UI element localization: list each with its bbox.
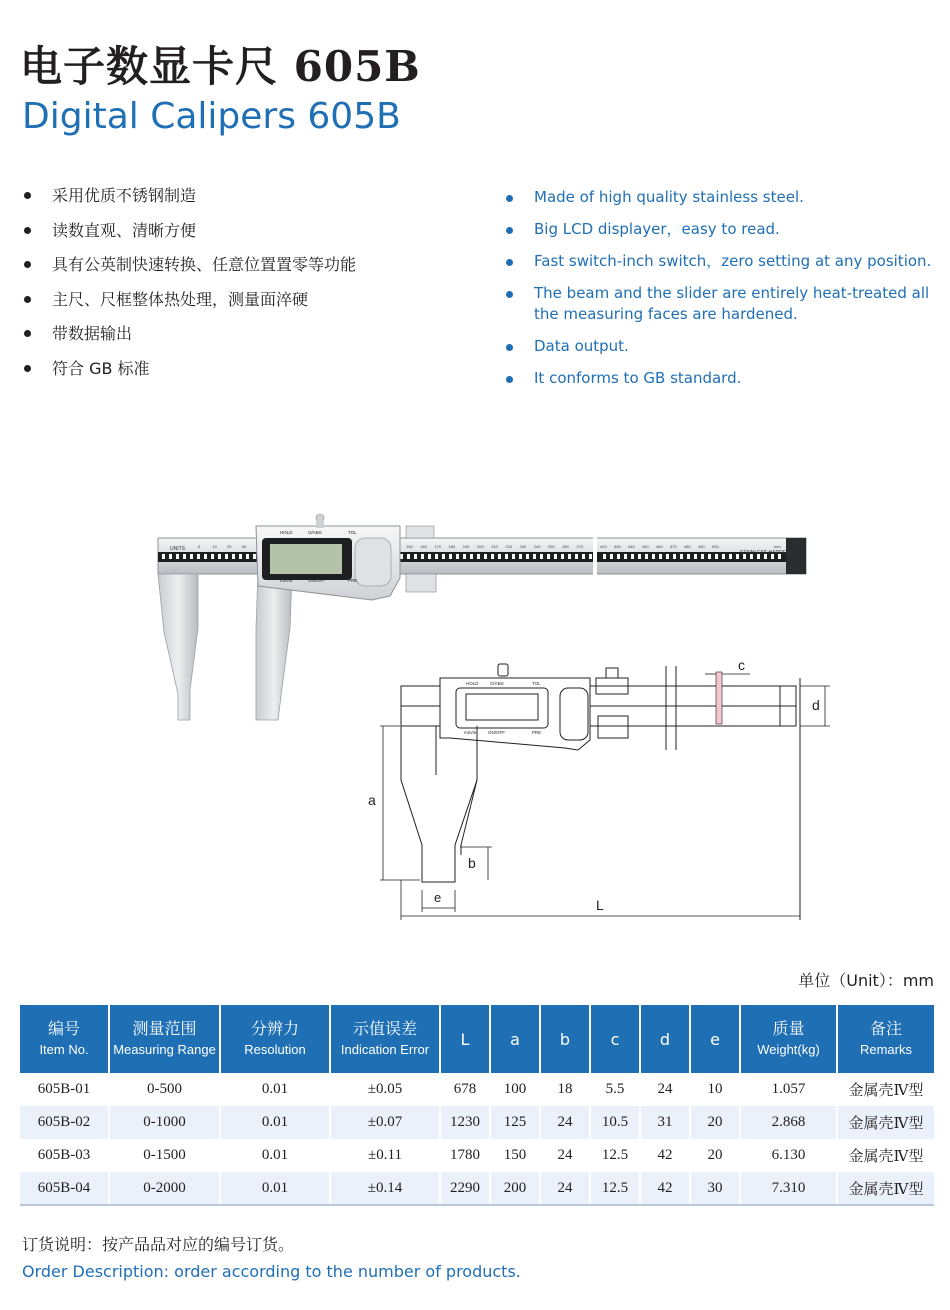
drawing-btn-mm-in: mm/in — [464, 730, 477, 735]
scale-label: 230 — [519, 544, 527, 549]
col-header-weight: 质量 Weight(kg) — [740, 1005, 837, 1073]
feature-text: Fast switch-inch switch，zero setting at any position. — [534, 252, 932, 270]
sliding-jaw — [256, 574, 292, 720]
feature-item — [506, 336, 946, 357]
scale-tick — [708, 554, 711, 559]
scale-tick — [169, 554, 172, 559]
dimension-drawing — [360, 650, 840, 925]
scale-tick — [407, 554, 410, 559]
table-cell: 605B-02 — [20, 1106, 109, 1139]
scale-tick — [610, 554, 613, 559]
scale-tick — [176, 554, 179, 559]
feature-text: Data output. — [534, 337, 629, 355]
scale-label: 0 — [198, 544, 201, 549]
scale-label: 490 — [698, 544, 705, 549]
table-cell: 5.5 — [590, 1073, 640, 1106]
scale-tick — [428, 554, 431, 559]
features-en-list — [506, 187, 946, 400]
scale-tick — [568, 554, 571, 559]
table-cell: 金属壳Ⅳ型 — [837, 1106, 934, 1139]
scale-label: 220 — [505, 544, 513, 549]
table-cell: 42 — [640, 1139, 690, 1172]
scale-tick — [183, 554, 186, 559]
scale-label: 210 — [491, 544, 498, 549]
feature-text: Big LCD displayer，easy to read. — [534, 220, 780, 238]
table-cell: 150 — [490, 1139, 540, 1172]
scale-label: 470 — [670, 544, 677, 549]
scale-tick — [687, 554, 690, 559]
table-cell: 30 — [690, 1172, 740, 1205]
btn-pre-label: PRE — [348, 578, 358, 583]
spec-table — [20, 1005, 934, 1206]
col-header-a: a — [490, 1005, 540, 1073]
feature-item — [506, 251, 946, 272]
scale-tick — [491, 554, 494, 559]
scale-label: 420 — [600, 544, 607, 549]
scale-tick — [582, 554, 585, 559]
table-cell: 0.01 — [220, 1106, 330, 1139]
bullet-icon — [24, 192, 31, 199]
table-cell: 20 — [690, 1139, 740, 1172]
table-cell: ±0.14 — [330, 1172, 440, 1205]
table-cell: 42 — [640, 1172, 690, 1205]
page-subtitle: Digital Calipers 605B — [22, 96, 401, 137]
feature-item — [24, 324, 356, 359]
drawing-slider-body — [440, 678, 590, 750]
col-header-remarks: 备注 Remarks — [837, 1005, 934, 1073]
brand-label: STAINLESS HARDENED — [740, 550, 797, 556]
scale-tick — [722, 554, 725, 559]
table-row — [20, 1106, 934, 1139]
scale-tick — [197, 554, 200, 559]
drawing-fixed-jaw — [401, 726, 477, 882]
bullet-icon — [24, 227, 31, 234]
table-cell: ±0.05 — [330, 1073, 440, 1106]
scale-tick — [533, 554, 536, 559]
table-cell: 24 — [540, 1139, 590, 1172]
table-cell: 678 — [440, 1073, 490, 1106]
table-cell: 10 — [690, 1073, 740, 1106]
dim-b-label: b — [468, 855, 476, 871]
table-cell: 605B-01 — [37, 1081, 91, 1097]
btn-mm-in-label: mm/in — [280, 578, 293, 583]
col-header-measuring-range: 测量范围 Measuring Range — [109, 1005, 220, 1073]
bullet-icon — [506, 376, 513, 383]
drawing-btn-oabs: O/ABS — [490, 681, 504, 686]
scale-label: 150 — [406, 544, 413, 549]
bullet-icon — [506, 227, 513, 234]
feature-item — [24, 186, 356, 221]
feature-text: 符合 GB 标准 — [52, 358, 150, 378]
scale-tick — [218, 554, 221, 559]
feature-item — [506, 283, 946, 325]
scale-label: 260 — [562, 544, 569, 549]
table-cell: 金属壳Ⅳ型 — [837, 1139, 934, 1172]
col-header-e: e — [690, 1005, 740, 1073]
table-cell: 605B-03 — [37, 1147, 91, 1163]
table-cell: 200 — [490, 1172, 540, 1205]
scale-tick — [624, 554, 627, 559]
scale-tick — [456, 554, 459, 559]
scale-tick — [554, 554, 557, 559]
feature-text: It conforms to GB standard. — [534, 369, 742, 387]
feature-text: 主尺、尺框整体热处理，测量面淬硬 — [52, 289, 309, 309]
table-cell: 2.868 — [740, 1106, 837, 1139]
scale-tick — [638, 554, 641, 559]
table-cell: 1230 — [440, 1106, 490, 1139]
scale-label: 190 — [462, 544, 470, 549]
feature-item — [24, 359, 356, 394]
drawing-btn-tol: TOL — [532, 681, 541, 686]
table-cell: 0-2000 — [109, 1172, 220, 1205]
table-cell: 0-1500 — [109, 1139, 220, 1172]
scale-tick — [442, 554, 445, 559]
scale-tick — [631, 554, 634, 559]
feature-item — [506, 368, 946, 389]
bullet-icon — [506, 259, 513, 266]
table-cell: 24 — [640, 1073, 690, 1106]
dim-e-label: e — [434, 890, 442, 905]
table-cell: 100 — [490, 1073, 540, 1106]
lcd-screen — [270, 544, 342, 574]
table-cell: 0.01 — [220, 1073, 330, 1106]
table-cell: ±0.07 — [330, 1106, 440, 1139]
table-cell: 0-500 — [109, 1073, 220, 1106]
table-cell: 0.01 — [220, 1172, 330, 1205]
scale-tick — [477, 554, 480, 559]
scale-label: 440 — [628, 544, 635, 549]
col-header-c: c — [590, 1005, 640, 1073]
scale-tick — [680, 554, 683, 559]
scale-tick — [666, 554, 669, 559]
scale-tick — [540, 554, 543, 559]
btn-tol-label: TOL — [348, 530, 357, 535]
table-cell: 12.5 — [590, 1139, 640, 1172]
table-cell: 20 — [690, 1106, 740, 1139]
table-cell: 18 — [540, 1073, 590, 1106]
table-cell: 12.5 — [590, 1172, 640, 1205]
table-cell: 24 — [540, 1106, 590, 1139]
feature-item — [24, 221, 356, 256]
bullet-icon — [24, 330, 31, 337]
bullet-icon — [506, 195, 513, 202]
scale-tick — [673, 554, 676, 559]
table-cell: 605B-04 — [20, 1172, 109, 1205]
dim-d-label: d — [812, 697, 820, 713]
bullet-icon — [506, 344, 513, 351]
bullet-icon — [24, 296, 31, 303]
scale-tick — [526, 554, 529, 559]
table-cell: 1780 — [440, 1139, 490, 1172]
table-row — [20, 1139, 934, 1172]
feature-item — [24, 255, 356, 290]
scale-ticks — [162, 554, 781, 559]
scale-tick — [617, 554, 620, 559]
fine-adjust — [406, 526, 434, 538]
scale-tick — [498, 554, 501, 559]
scale-label: 480 — [684, 544, 691, 549]
scale-tick — [232, 554, 235, 559]
table-cell: 2290 — [440, 1172, 490, 1205]
scale-label: 270 — [576, 544, 584, 549]
scale-end-label: mm — [774, 544, 781, 549]
feature-item — [506, 219, 946, 240]
scale-tick — [694, 554, 697, 559]
page-title: 电子数显卡尺 605B — [20, 42, 421, 91]
scale-tick — [575, 554, 578, 559]
col-header-item-no: 编号 Item No. — [20, 1005, 109, 1073]
table-cell: 125 — [490, 1106, 540, 1139]
scale-tick — [701, 554, 704, 559]
bullet-icon — [24, 261, 31, 268]
scale-label: 500 — [712, 544, 719, 549]
scale-tick — [253, 554, 256, 559]
drawing-btn-pre: PRE — [532, 730, 542, 735]
scale-tick — [589, 554, 592, 559]
scale-label: 450 — [642, 544, 649, 549]
table-cell: 金属壳Ⅳ型 — [837, 1073, 934, 1106]
scale-tick — [659, 554, 662, 559]
table-cell: 1.057 — [740, 1073, 837, 1106]
scale-tick — [652, 554, 655, 559]
scale-label: 160 — [420, 544, 427, 549]
units-label: UNITS — [170, 546, 185, 552]
table-row — [20, 1073, 934, 1106]
scale-label: 180 — [448, 544, 456, 549]
scale-tick — [561, 554, 564, 559]
bullet-icon — [506, 291, 513, 298]
order-description-en: Order Description: order according to the number of products. — [22, 1262, 521, 1281]
feature-text: 读数直观、清晰方便 — [52, 220, 197, 240]
feature-text: 具有公英制快速转换、任意位置置零等功能 — [52, 255, 357, 274]
scale-tick — [162, 554, 165, 559]
dim-a-label: a — [368, 792, 376, 808]
scale-tick — [603, 554, 606, 559]
scale-tick — [246, 554, 249, 559]
scale-label: 200 — [477, 544, 484, 549]
scale-tick — [225, 554, 228, 559]
scale-tick — [505, 554, 508, 559]
scale-tick — [463, 554, 466, 559]
feature-text: Made of high quality stainless steel. — [534, 188, 804, 206]
scale-tick — [470, 554, 473, 559]
table-header-row — [20, 1005, 934, 1073]
table-cell: 0-1000 — [109, 1106, 220, 1139]
scale-label: 170 — [434, 544, 442, 549]
col-header-L: L — [440, 1005, 490, 1073]
scale-tick — [421, 554, 424, 559]
features-cn-list — [24, 186, 356, 393]
scale-label: 10 — [212, 544, 217, 549]
feature-item — [506, 187, 946, 208]
scale-tick — [449, 554, 452, 559]
fixed-jaw — [158, 574, 198, 720]
scale-tick — [239, 554, 242, 559]
feature-item — [24, 290, 356, 325]
dim-L-label: L — [596, 897, 604, 913]
scale-tick — [211, 554, 214, 559]
table-cell: 10.5 — [590, 1106, 640, 1139]
scale-label: 20 — [227, 544, 232, 549]
scale-tick — [547, 554, 550, 559]
btn-on-off-label: ON/OFF — [308, 578, 325, 583]
scale-label: 430 — [614, 544, 621, 549]
table-cell: 24 — [540, 1172, 590, 1205]
unit-label: 单位（Unit）：mm — [798, 971, 934, 990]
btn-hold-label: HOLD — [280, 530, 293, 535]
feature-text: 带数据输出 — [52, 324, 133, 343]
scale-tick — [484, 554, 487, 559]
scale-tick — [519, 554, 522, 559]
table-cell: 7.310 — [740, 1172, 837, 1205]
table-cell: 31 — [640, 1106, 690, 1139]
scale-label: 30 — [241, 544, 246, 549]
order-description-cn: 订货说明：按产品品对应的编号订货。 — [22, 1235, 295, 1254]
scale-tick — [435, 554, 438, 559]
scale-tick — [204, 554, 207, 559]
table-cell: 金属壳Ⅳ型 — [837, 1172, 934, 1205]
scale-right-labels — [600, 544, 719, 549]
table-cell: 0.01 — [220, 1139, 330, 1172]
scale-label: 460 — [656, 544, 663, 549]
table-row — [20, 1172, 934, 1205]
table-cell: 6.130 — [740, 1139, 837, 1172]
scale-label: 250 — [548, 544, 555, 549]
scale-tick — [715, 554, 718, 559]
table-cell: ±0.11 — [330, 1139, 440, 1172]
col-header-indication-error: 示值误差 Indication Error — [330, 1005, 440, 1073]
scale-tick — [645, 554, 648, 559]
col-header-resolution: 分辨力 Resolution — [220, 1005, 330, 1073]
col-header-b: b — [540, 1005, 590, 1073]
feature-text: The beam and the slider are entirely heat-treated all the measuring faces are hardened. — [534, 284, 930, 323]
scale-tick — [729, 554, 732, 559]
drawing-btn-on-off: ON/OFF — [488, 730, 505, 735]
bullet-icon — [24, 365, 31, 372]
btn-oabs-label: O/ABS — [308, 530, 322, 535]
scale-tick — [512, 554, 515, 559]
scale-tick — [736, 554, 739, 559]
drawing-btn-hold: HOLD — [466, 681, 479, 686]
dim-c-label: c — [738, 657, 745, 673]
scale-tick — [414, 554, 417, 559]
scale-label: 240 — [533, 544, 541, 549]
col-header-d: d — [640, 1005, 690, 1073]
scale-tick — [190, 554, 193, 559]
feature-text: 采用优质不锈钢制造 — [52, 186, 197, 205]
